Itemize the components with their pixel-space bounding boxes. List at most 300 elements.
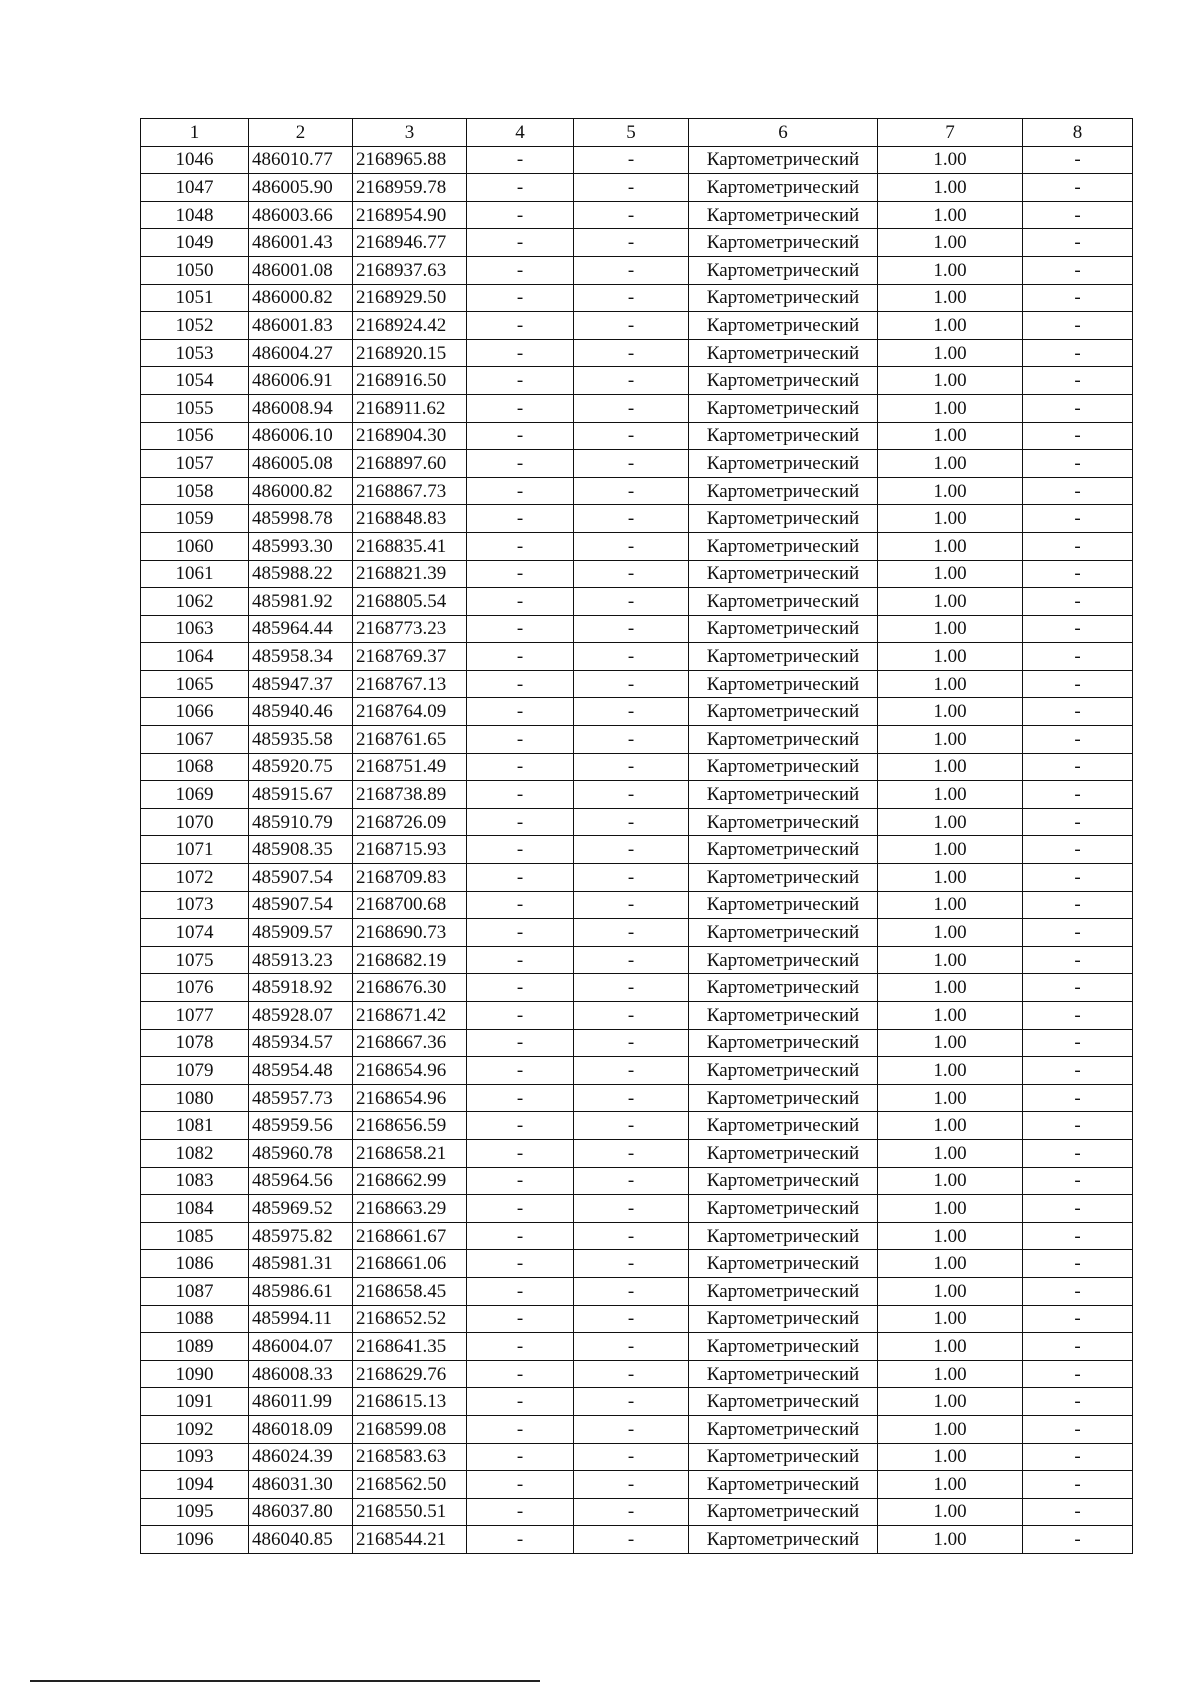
table-cell: Картометрический bbox=[689, 1002, 878, 1030]
table-cell: - bbox=[574, 560, 689, 588]
table-cell: - bbox=[1023, 367, 1133, 395]
table-cell: 1.00 bbox=[878, 1415, 1023, 1443]
table-cell: - bbox=[574, 919, 689, 947]
table-cell: - bbox=[1023, 1471, 1133, 1499]
table-cell: - bbox=[1023, 201, 1133, 229]
table-cell: 2168726.09 bbox=[353, 808, 467, 836]
table-cell: 1.00 bbox=[878, 1443, 1023, 1471]
table-cell: - bbox=[467, 946, 574, 974]
table-cell: 1.00 bbox=[878, 174, 1023, 202]
table-cell: - bbox=[1023, 670, 1133, 698]
table-cell: - bbox=[1023, 146, 1133, 174]
table-cell: 1.00 bbox=[878, 1305, 1023, 1333]
table-cell: - bbox=[574, 229, 689, 257]
table-cell: 2168959.78 bbox=[353, 174, 467, 202]
table-cell: - bbox=[574, 450, 689, 478]
table-cell: - bbox=[467, 1002, 574, 1030]
table-cell: 2168767.13 bbox=[353, 670, 467, 698]
table-cell: 485960.78 bbox=[249, 1139, 353, 1167]
table-cell: Картометрический bbox=[689, 615, 878, 643]
table-cell: Картометрический bbox=[689, 450, 878, 478]
table-cell: - bbox=[467, 615, 574, 643]
table-cell: 1.00 bbox=[878, 588, 1023, 616]
table-cell: 486001.08 bbox=[249, 256, 353, 284]
table-cell: - bbox=[467, 588, 574, 616]
table-cell: Картометрический bbox=[689, 753, 878, 781]
table-cell: - bbox=[1023, 808, 1133, 836]
table-cell: 1095 bbox=[141, 1498, 249, 1526]
table-cell: 1066 bbox=[141, 698, 249, 726]
table-cell: 485910.79 bbox=[249, 808, 353, 836]
table-cell: 1080 bbox=[141, 1084, 249, 1112]
table-cell: 1088 bbox=[141, 1305, 249, 1333]
table-cell: - bbox=[1023, 1333, 1133, 1361]
table-cell: 2168937.63 bbox=[353, 256, 467, 284]
table-row bbox=[141, 1360, 1133, 1388]
table-cell: - bbox=[574, 864, 689, 892]
table-cell: 1.00 bbox=[878, 753, 1023, 781]
table-cell: Картометрический bbox=[689, 201, 878, 229]
table-cell: 2168738.89 bbox=[353, 781, 467, 809]
table-cell: - bbox=[574, 1360, 689, 1388]
table-cell: - bbox=[1023, 1277, 1133, 1305]
table-cell: - bbox=[467, 229, 574, 257]
table-cell: - bbox=[1023, 1139, 1133, 1167]
table-cell: Картометрический bbox=[689, 284, 878, 312]
table-cell: - bbox=[574, 974, 689, 1002]
table-cell: Картометрический bbox=[689, 146, 878, 174]
table-cell: 1063 bbox=[141, 615, 249, 643]
table-cell: 485993.30 bbox=[249, 532, 353, 560]
table-cell: 1.00 bbox=[878, 1526, 1023, 1554]
table-cell: 486031.30 bbox=[249, 1471, 353, 1499]
table-cell: 2168821.39 bbox=[353, 560, 467, 588]
table-row bbox=[141, 974, 1133, 1002]
table-cell: 1.00 bbox=[878, 974, 1023, 1002]
table-cell: 2168715.93 bbox=[353, 836, 467, 864]
table-cell: 485975.82 bbox=[249, 1222, 353, 1250]
table-cell: Картометрический bbox=[689, 505, 878, 533]
table-cell: - bbox=[467, 1167, 574, 1195]
table-cell: - bbox=[467, 726, 574, 754]
table-cell: - bbox=[1023, 698, 1133, 726]
table-cell: - bbox=[1023, 505, 1133, 533]
table-cell: Картометрический bbox=[689, 1360, 878, 1388]
table-cell: 486003.66 bbox=[249, 201, 353, 229]
table-cell: 2168929.50 bbox=[353, 284, 467, 312]
table-cell: - bbox=[467, 1057, 574, 1085]
table-row bbox=[141, 1139, 1133, 1167]
table-cell: - bbox=[574, 339, 689, 367]
table-row bbox=[141, 560, 1133, 588]
table-cell: 1074 bbox=[141, 919, 249, 947]
table-cell: 1087 bbox=[141, 1277, 249, 1305]
table-cell: - bbox=[1023, 891, 1133, 919]
table-cell: Картометрический bbox=[689, 1415, 878, 1443]
table-cell: 485918.92 bbox=[249, 974, 353, 1002]
table-cell: Картометрический bbox=[689, 1057, 878, 1085]
table-cell: - bbox=[1023, 1002, 1133, 1030]
table-cell: 1.00 bbox=[878, 808, 1023, 836]
table-cell: Картометрический bbox=[689, 836, 878, 864]
table-row bbox=[141, 532, 1133, 560]
table-cell: 1.00 bbox=[878, 1222, 1023, 1250]
table-cell: 2168690.73 bbox=[353, 919, 467, 947]
table-cell: Картометрический bbox=[689, 560, 878, 588]
table-cell: 486008.33 bbox=[249, 1360, 353, 1388]
table-cell: 485959.56 bbox=[249, 1112, 353, 1140]
table-cell: 2168550.51 bbox=[353, 1498, 467, 1526]
table-cell: - bbox=[1023, 422, 1133, 450]
table-cell: - bbox=[574, 698, 689, 726]
table-cell: - bbox=[1023, 1084, 1133, 1112]
table-cell: 1.00 bbox=[878, 201, 1023, 229]
table-cell: - bbox=[574, 367, 689, 395]
table-cell: 1.00 bbox=[878, 1471, 1023, 1499]
table-cell: - bbox=[1023, 560, 1133, 588]
table-cell: 1.00 bbox=[878, 1498, 1023, 1526]
table-cell: - bbox=[1023, 1250, 1133, 1278]
table-cell: - bbox=[574, 891, 689, 919]
table-cell: - bbox=[467, 1029, 574, 1057]
table-cell: 2168599.08 bbox=[353, 1415, 467, 1443]
table-cell: - bbox=[574, 1112, 689, 1140]
table-cell: 1046 bbox=[141, 146, 249, 174]
table-row bbox=[141, 1084, 1133, 1112]
table-cell: 1.00 bbox=[878, 450, 1023, 478]
table-cell: 1.00 bbox=[878, 836, 1023, 864]
table-cell: - bbox=[574, 1222, 689, 1250]
table-row bbox=[141, 1443, 1133, 1471]
table-cell: - bbox=[574, 1195, 689, 1223]
header-row bbox=[141, 119, 1133, 147]
table-cell: - bbox=[467, 146, 574, 174]
table-cell: 485994.11 bbox=[249, 1305, 353, 1333]
table-cell: 1077 bbox=[141, 1002, 249, 1030]
table-cell: - bbox=[574, 201, 689, 229]
table-cell: 1056 bbox=[141, 422, 249, 450]
table-cell: 1.00 bbox=[878, 505, 1023, 533]
table-cell: - bbox=[1023, 1057, 1133, 1085]
table-row bbox=[141, 1305, 1133, 1333]
table-cell: - bbox=[467, 1222, 574, 1250]
table-cell: - bbox=[467, 477, 574, 505]
table-row bbox=[141, 1112, 1133, 1140]
table-row bbox=[141, 1471, 1133, 1499]
table-cell: Картометрический bbox=[689, 974, 878, 1002]
table-row bbox=[141, 1250, 1133, 1278]
table-cell: - bbox=[574, 394, 689, 422]
table-cell: 1079 bbox=[141, 1057, 249, 1085]
table-cell: 1093 bbox=[141, 1443, 249, 1471]
table-cell: 1050 bbox=[141, 256, 249, 284]
table-cell: 2168764.09 bbox=[353, 698, 467, 726]
table-cell: Картометрический bbox=[689, 781, 878, 809]
table-cell: - bbox=[1023, 477, 1133, 505]
table-cell: 485988.22 bbox=[249, 560, 353, 588]
table-cell: 1.00 bbox=[878, 891, 1023, 919]
table-cell: - bbox=[574, 1057, 689, 1085]
table-cell: - bbox=[467, 836, 574, 864]
table-cell: 1.00 bbox=[878, 1195, 1023, 1223]
table-cell: Картометрический bbox=[689, 670, 878, 698]
table-row bbox=[141, 919, 1133, 947]
table-cell: 1.00 bbox=[878, 146, 1023, 174]
table-cell: 1.00 bbox=[878, 643, 1023, 671]
table-cell: - bbox=[467, 339, 574, 367]
table-cell: Картометрический bbox=[689, 891, 878, 919]
table-cell: Картометрический bbox=[689, 1222, 878, 1250]
table-cell: Картометрический bbox=[689, 1139, 878, 1167]
table-cell: 1096 bbox=[141, 1526, 249, 1554]
table-row bbox=[141, 367, 1133, 395]
table-cell: 1060 bbox=[141, 532, 249, 560]
table-row bbox=[141, 201, 1133, 229]
table-cell: 485981.31 bbox=[249, 1250, 353, 1278]
table-cell: - bbox=[574, 615, 689, 643]
table-row bbox=[141, 1057, 1133, 1085]
table-cell: 485998.78 bbox=[249, 505, 353, 533]
table-cell: - bbox=[574, 146, 689, 174]
table-cell: - bbox=[574, 836, 689, 864]
table-cell: 2168662.99 bbox=[353, 1167, 467, 1195]
table-cell: 1048 bbox=[141, 201, 249, 229]
table-cell: 485947.37 bbox=[249, 670, 353, 698]
table-cell: 1064 bbox=[141, 643, 249, 671]
table-cell: - bbox=[1023, 1112, 1133, 1140]
table-row bbox=[141, 1222, 1133, 1250]
table-cell: - bbox=[574, 1415, 689, 1443]
table-cell: 1.00 bbox=[878, 367, 1023, 395]
table-cell: 2168583.63 bbox=[353, 1443, 467, 1471]
table-cell: 1.00 bbox=[878, 615, 1023, 643]
table-cell: - bbox=[574, 1498, 689, 1526]
table-cell: - bbox=[574, 312, 689, 340]
table-cell: - bbox=[467, 781, 574, 809]
table-cell: - bbox=[1023, 836, 1133, 864]
table-body bbox=[141, 146, 1133, 1553]
table-row bbox=[141, 312, 1133, 340]
table-cell: - bbox=[574, 643, 689, 671]
column-header: 5 bbox=[574, 119, 689, 147]
table-row bbox=[141, 864, 1133, 892]
table-cell: - bbox=[1023, 919, 1133, 947]
table-cell: - bbox=[467, 1443, 574, 1471]
table-cell: 1.00 bbox=[878, 670, 1023, 698]
table-cell: - bbox=[574, 1002, 689, 1030]
table-row bbox=[141, 1526, 1133, 1554]
table-cell: Картометрический bbox=[689, 698, 878, 726]
table-cell: - bbox=[467, 919, 574, 947]
table-cell: 486018.09 bbox=[249, 1415, 353, 1443]
table-cell: - bbox=[1023, 781, 1133, 809]
table-cell: Картометрический bbox=[689, 1388, 878, 1416]
table-cell: 2168835.41 bbox=[353, 532, 467, 560]
table-cell: 2168658.45 bbox=[353, 1277, 467, 1305]
table-cell: - bbox=[1023, 532, 1133, 560]
table-cell: 2168805.54 bbox=[353, 588, 467, 616]
table-row bbox=[141, 1498, 1133, 1526]
table-cell: - bbox=[467, 1498, 574, 1526]
table-cell: 1.00 bbox=[878, 864, 1023, 892]
table-cell: 1075 bbox=[141, 946, 249, 974]
table-row bbox=[141, 284, 1133, 312]
table-cell: Картометрический bbox=[689, 1305, 878, 1333]
table-cell: 2168920.15 bbox=[353, 339, 467, 367]
table-row bbox=[141, 477, 1133, 505]
table-cell: 1092 bbox=[141, 1415, 249, 1443]
table-cell: - bbox=[574, 1388, 689, 1416]
table-row bbox=[141, 146, 1133, 174]
table-cell: - bbox=[574, 1029, 689, 1057]
table-cell: 2168661.06 bbox=[353, 1250, 467, 1278]
table-cell: 1.00 bbox=[878, 919, 1023, 947]
table-row bbox=[141, 450, 1133, 478]
table-cell: 485954.48 bbox=[249, 1057, 353, 1085]
table-cell: - bbox=[1023, 864, 1133, 892]
table-cell: - bbox=[467, 1360, 574, 1388]
table-cell: 485934.57 bbox=[249, 1029, 353, 1057]
table-cell: - bbox=[1023, 1195, 1133, 1223]
table-cell: - bbox=[574, 588, 689, 616]
table-cell: 486004.27 bbox=[249, 339, 353, 367]
table-cell: - bbox=[1023, 229, 1133, 257]
table-cell: - bbox=[574, 477, 689, 505]
table-cell: - bbox=[467, 1526, 574, 1554]
table-cell: Картометрический bbox=[689, 808, 878, 836]
table-cell: - bbox=[574, 1277, 689, 1305]
table-cell: 486001.43 bbox=[249, 229, 353, 257]
table-cell: - bbox=[574, 1250, 689, 1278]
table-cell: 2168615.13 bbox=[353, 1388, 467, 1416]
table-cell: 2168663.29 bbox=[353, 1195, 467, 1223]
table-cell: 485913.23 bbox=[249, 946, 353, 974]
table-cell: 485958.34 bbox=[249, 643, 353, 671]
table-cell: 485908.35 bbox=[249, 836, 353, 864]
table-cell: Картометрический bbox=[689, 1250, 878, 1278]
table-cell: Картометрический bbox=[689, 726, 878, 754]
table-cell: - bbox=[1023, 394, 1133, 422]
table-row bbox=[141, 670, 1133, 698]
table-cell: - bbox=[574, 1305, 689, 1333]
table-cell: Картометрический bbox=[689, 864, 878, 892]
table-cell: 486001.83 bbox=[249, 312, 353, 340]
table-cell: Картометрический bbox=[689, 422, 878, 450]
table-cell: - bbox=[1023, 256, 1133, 284]
table-cell: - bbox=[574, 1443, 689, 1471]
table-cell: 485981.92 bbox=[249, 588, 353, 616]
table-cell: 485940.46 bbox=[249, 698, 353, 726]
table-cell: - bbox=[467, 394, 574, 422]
table-cell: - bbox=[574, 422, 689, 450]
table-cell: 486004.07 bbox=[249, 1333, 353, 1361]
table-cell: 1.00 bbox=[878, 422, 1023, 450]
table-cell: 1069 bbox=[141, 781, 249, 809]
table-cell: Картометрический bbox=[689, 1443, 878, 1471]
table-row bbox=[141, 229, 1133, 257]
table-cell: 486005.90 bbox=[249, 174, 353, 202]
table-cell: 486011.99 bbox=[249, 1388, 353, 1416]
table-cell: 1.00 bbox=[878, 1139, 1023, 1167]
table-cell: 2168867.73 bbox=[353, 477, 467, 505]
table-cell: 1.00 bbox=[878, 781, 1023, 809]
table-cell: - bbox=[467, 1195, 574, 1223]
table-cell: 2168954.90 bbox=[353, 201, 467, 229]
table-cell: 485986.61 bbox=[249, 1277, 353, 1305]
table-cell: 486024.39 bbox=[249, 1443, 353, 1471]
table-row bbox=[141, 698, 1133, 726]
table-row bbox=[141, 1167, 1133, 1195]
table-cell: - bbox=[467, 1277, 574, 1305]
table-cell: 2168761.65 bbox=[353, 726, 467, 754]
table-cell: - bbox=[574, 284, 689, 312]
table-row bbox=[141, 836, 1133, 864]
table-cell: 1078 bbox=[141, 1029, 249, 1057]
table-cell: 1072 bbox=[141, 864, 249, 892]
table-cell: - bbox=[574, 256, 689, 284]
table-cell: - bbox=[467, 891, 574, 919]
table-cell: - bbox=[1023, 643, 1133, 671]
table-cell: 2168656.59 bbox=[353, 1112, 467, 1140]
table-cell: 485909.57 bbox=[249, 919, 353, 947]
table-cell: - bbox=[1023, 1498, 1133, 1526]
table-cell: Картометрический bbox=[689, 1084, 878, 1112]
table-cell: - bbox=[1023, 615, 1133, 643]
table-cell: Картометрический bbox=[689, 339, 878, 367]
table-cell: 486010.77 bbox=[249, 146, 353, 174]
table-cell: 1071 bbox=[141, 836, 249, 864]
table-row bbox=[141, 726, 1133, 754]
table-row bbox=[141, 505, 1133, 533]
table-cell: - bbox=[574, 1084, 689, 1112]
table-row bbox=[141, 588, 1133, 616]
table-cell: 1085 bbox=[141, 1222, 249, 1250]
table-cell: - bbox=[574, 1526, 689, 1554]
table-cell: 2168773.23 bbox=[353, 615, 467, 643]
table-cell: 1.00 bbox=[878, 1167, 1023, 1195]
table-cell: - bbox=[467, 422, 574, 450]
table-cell: 2168654.96 bbox=[353, 1084, 467, 1112]
table-cell: - bbox=[467, 698, 574, 726]
table-cell: - bbox=[467, 1388, 574, 1416]
table-cell: 1076 bbox=[141, 974, 249, 1002]
table-cell: - bbox=[1023, 588, 1133, 616]
table-cell: 1049 bbox=[141, 229, 249, 257]
table-cell: 1.00 bbox=[878, 1029, 1023, 1057]
table-cell: - bbox=[574, 532, 689, 560]
table-cell: 1055 bbox=[141, 394, 249, 422]
table-cell: 1065 bbox=[141, 670, 249, 698]
table-cell: Картометрический bbox=[689, 394, 878, 422]
table-row bbox=[141, 946, 1133, 974]
table-cell: - bbox=[1023, 1360, 1133, 1388]
table-cell: Картометрический bbox=[689, 477, 878, 505]
table-cell: - bbox=[467, 1084, 574, 1112]
table-cell: 1086 bbox=[141, 1250, 249, 1278]
column-header: 4 bbox=[467, 119, 574, 147]
table-row bbox=[141, 174, 1133, 202]
table-cell: - bbox=[1023, 284, 1133, 312]
table-row bbox=[141, 753, 1133, 781]
table-cell: 2168682.19 bbox=[353, 946, 467, 974]
table-cell: Картометрический bbox=[689, 1167, 878, 1195]
table-cell: 2168544.21 bbox=[353, 1526, 467, 1554]
table-cell: Картометрический bbox=[689, 174, 878, 202]
table-cell: - bbox=[467, 974, 574, 1002]
table-cell: 1.00 bbox=[878, 560, 1023, 588]
table-cell: - bbox=[467, 753, 574, 781]
table-cell: 1051 bbox=[141, 284, 249, 312]
